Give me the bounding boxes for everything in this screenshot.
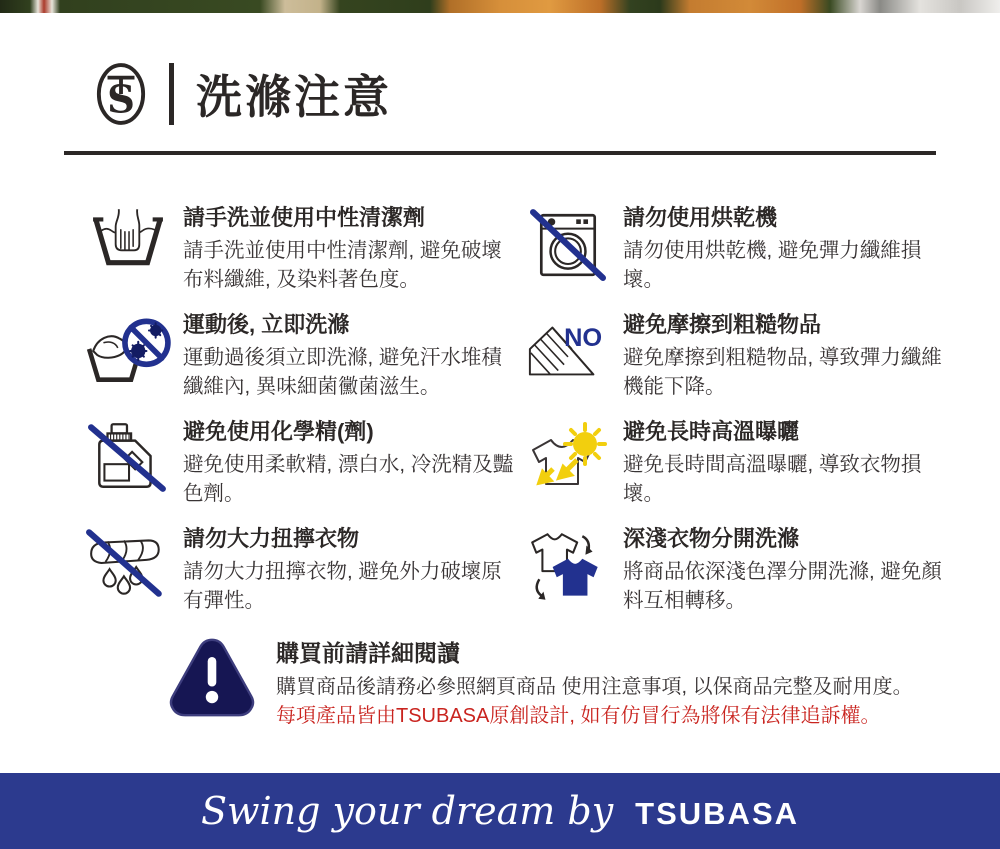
no-rough-contact-icon <box>525 308 611 401</box>
page-title: 洗滌注意 <box>196 71 392 123</box>
footer-slogan-script: Swing your dream by <box>200 789 614 833</box>
care-item-body: 運動過後須立即洗滌, 避免汗水堆積纖維內, 異味細菌黴菌滋生。 <box>183 346 502 398</box>
no-chemicals-icon <box>85 415 171 508</box>
notice-line2: 每項產品皆由TSUBASA原創設計, 如有仿冒行為將保有法律追訴權。 <box>276 705 881 727</box>
notice-title: 購買前請詳細閱讀 <box>276 640 460 666</box>
care-item-body: 請勿使用烘乾機, 避免彈力纖維損壞。 <box>623 239 922 291</box>
warning-triangle-icon <box>168 635 256 719</box>
care-item-body: 請勿大力扭擰衣物, 避免外力破壞原有彈性。 <box>183 560 502 612</box>
care-item-body: 避免摩擦到粗糙物品, 導致彈力纖維機能下降。 <box>623 346 942 398</box>
care-item <box>525 201 965 294</box>
monogram-s: S <box>107 77 135 123</box>
page-header <box>95 61 1000 127</box>
care-item <box>85 201 525 294</box>
purchase-notice <box>168 635 1000 731</box>
care-item-title: 請勿使用烘乾機 <box>623 205 778 230</box>
care-item-body: 避免長時間高溫曝曬, 導致衣物損壞。 <box>623 453 922 505</box>
care-item-body: 避免使用柔軟精, 漂白水, 冷洗精及豔色劑。 <box>183 453 514 505</box>
care-item-body: 將商品依深淺色澤分開洗滌, 避免顏料互相轉移。 <box>623 560 942 612</box>
header-divider-bar <box>169 63 174 125</box>
care-item <box>85 308 525 401</box>
care-item <box>525 308 965 401</box>
care-item-title: 請勿大力扭擰衣物 <box>183 526 360 551</box>
care-item-title: 運動後, 立即洗滌 <box>183 312 350 337</box>
care-item <box>525 415 965 508</box>
care-item-title: 避免長時高溫曝曬 <box>623 419 800 444</box>
care-item-body: 請手洗並使用中性清潔劑, 避免破壞布料纖維, 及染料著色度。 <box>183 239 502 291</box>
notice-line1: 購買商品後請務必參照網頁商品 使用注意事項, 以保商品完整及耐用度。 <box>276 676 913 698</box>
care-item <box>85 415 525 508</box>
section-divider <box>64 151 936 155</box>
care-item-title: 避免使用化學精(劑) <box>183 419 374 444</box>
no-label: NO <box>564 324 603 353</box>
top-photo-strip <box>0 0 1000 13</box>
care-item-title: 避免摩擦到粗糙物品 <box>623 312 822 337</box>
hand-wash-icon <box>85 201 171 294</box>
care-item-title: 請手洗並使用中性清潔劑 <box>183 205 426 230</box>
no-wringing-icon <box>85 522 171 615</box>
footer-brand-wordmark: TSUBASA <box>635 796 800 831</box>
care-item <box>525 522 965 615</box>
ts-monogram-logo-icon <box>95 61 147 127</box>
care-grid <box>85 201 1000 615</box>
no-tumble-dry-icon <box>525 201 611 294</box>
care-item-title: 深淺衣物分開洗滌 <box>623 526 800 551</box>
separate-colors-icon <box>525 522 611 615</box>
footer-banner <box>0 773 1000 849</box>
wash-after-sport-icon <box>85 308 171 401</box>
no-sun-exposure-icon <box>525 415 611 508</box>
care-item <box>85 522 525 615</box>
